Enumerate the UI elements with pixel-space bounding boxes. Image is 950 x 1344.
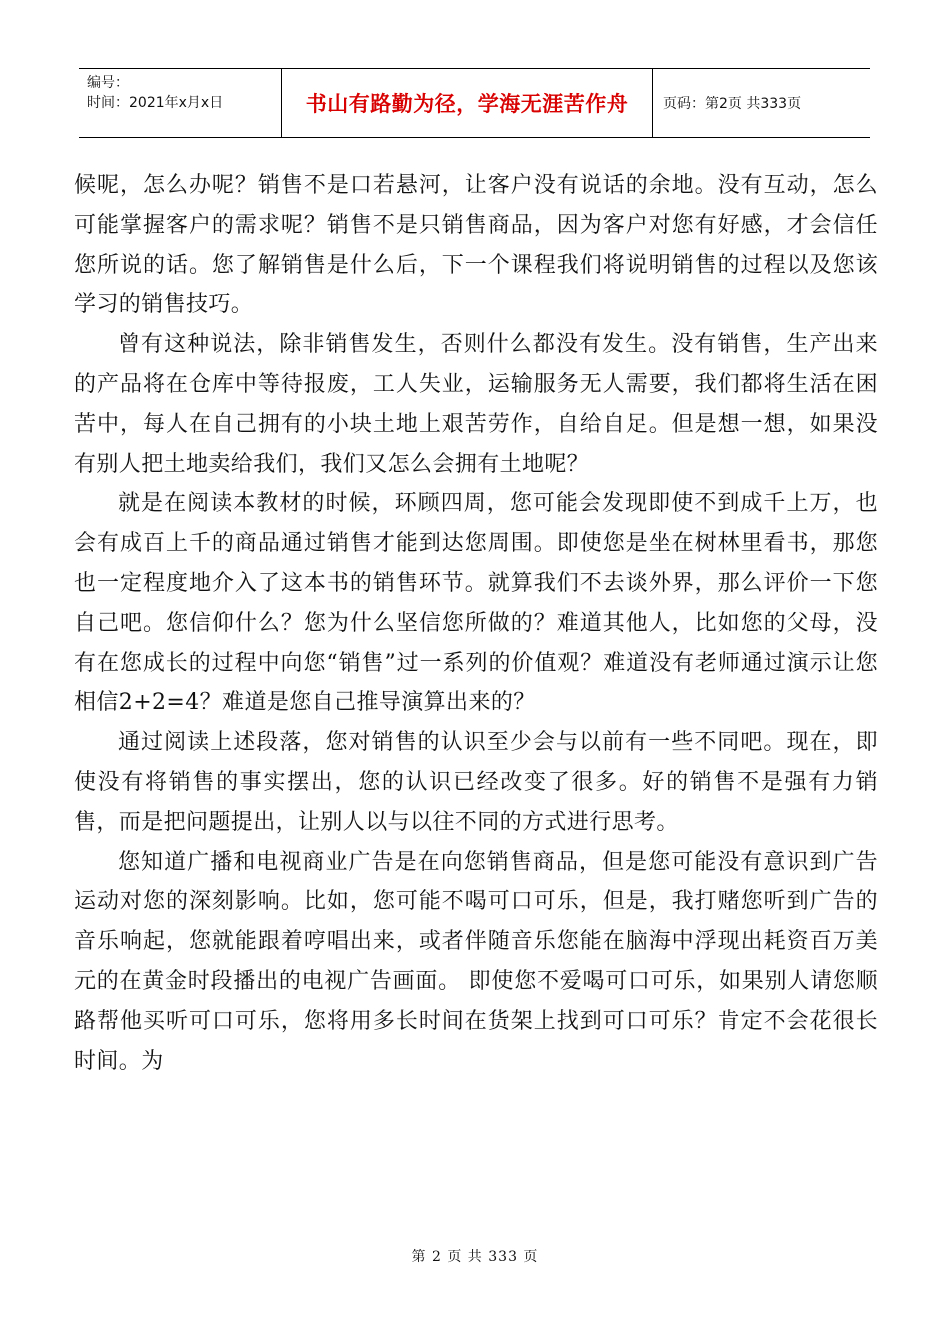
header-meta [79, 69, 282, 137]
paragraph: 就是在阅读本教材的时候，环顾四周，您可能会发现即使不到成千上万，也会有成百上千的商品通过销售才能到达您周围。即使您是坐在树林里看书，那您也一定程度地介入了这本书的销售环节。就算我们不去谈外界，那么评价一下您自己吧。您信仰什么？您为什么坚信您所做的？难道其他人，比如您的父母，没有在您成长的过程中向您“销售”过一系列的价值观？难道没有老师通过演示让您相信2+2=4？难道是您自己推导演算出来的？ [74, 491, 878, 716]
paragraph-continued: 候呢，怎么办呢？销售不是口若悬河，让客户没有说话的余地。没有互动，怎么可能掌握客户的需求呢？销售不是只销售商品，因为客户对您有好感，才会信任您所说的话。您了解销售是什么后，下一个课程我们将说明销售的过程以及您该学习的销售技巧。 [74, 173, 878, 318]
document-number-label: 编号： [87, 75, 129, 91]
paragraph: 通过阅读上述段落，您对销售的认识至少会与以前有一些不同吧。现在，即使没有将销售的事实摆出，您的认识已经改变了很多。好的销售不是强有力销售，而是把问题提出，让别人以与以往不同的方式进行思考。 [74, 730, 878, 835]
page-footer: 第 2 页 共 333 页 [411, 1249, 539, 1265]
page-header [79, 68, 870, 138]
header-page-info: 页码：第2页 共333页 [663, 96, 802, 112]
paragraph: 您知道广播和电视商业广告是在向您销售商品，但是您可能没有意识到广告运动对您的深刻影响。比如，您可能不喝可口可乐，但是，我打赌您听到广告的音乐响起，您就能跟着哼唱出来，或者伴随音乐您能在脑海中浮现出耗资百万美元的在黄金时段播出的电视广告画面。 即使您不爱喝可口可乐，如果别人请您顺路帮他买听可口可乐，您将用多长时间在货架上找到可口可乐？肯定不会花很长时间。为 [74, 849, 878, 1074]
document-body [74, 166, 878, 1081]
header-motto: 书山有路勤为径，学海无涯苦作舟 [282, 69, 653, 137]
paragraph: 曾有这种说法，除非销售发生，否则什么都没有发生。没有销售，生产出来的产品将在仓库中等待报废，工人失业，运输服务无人需要，我们都将生活在困苦中，每人在自己拥有的小块土地上艰苦劳作，自给自足。但是想一想，如果没有别人把土地卖给我们，我们又怎么会拥有土地呢？ [74, 332, 878, 477]
document-time-label: 时间：2021年x月x日 [87, 95, 224, 111]
